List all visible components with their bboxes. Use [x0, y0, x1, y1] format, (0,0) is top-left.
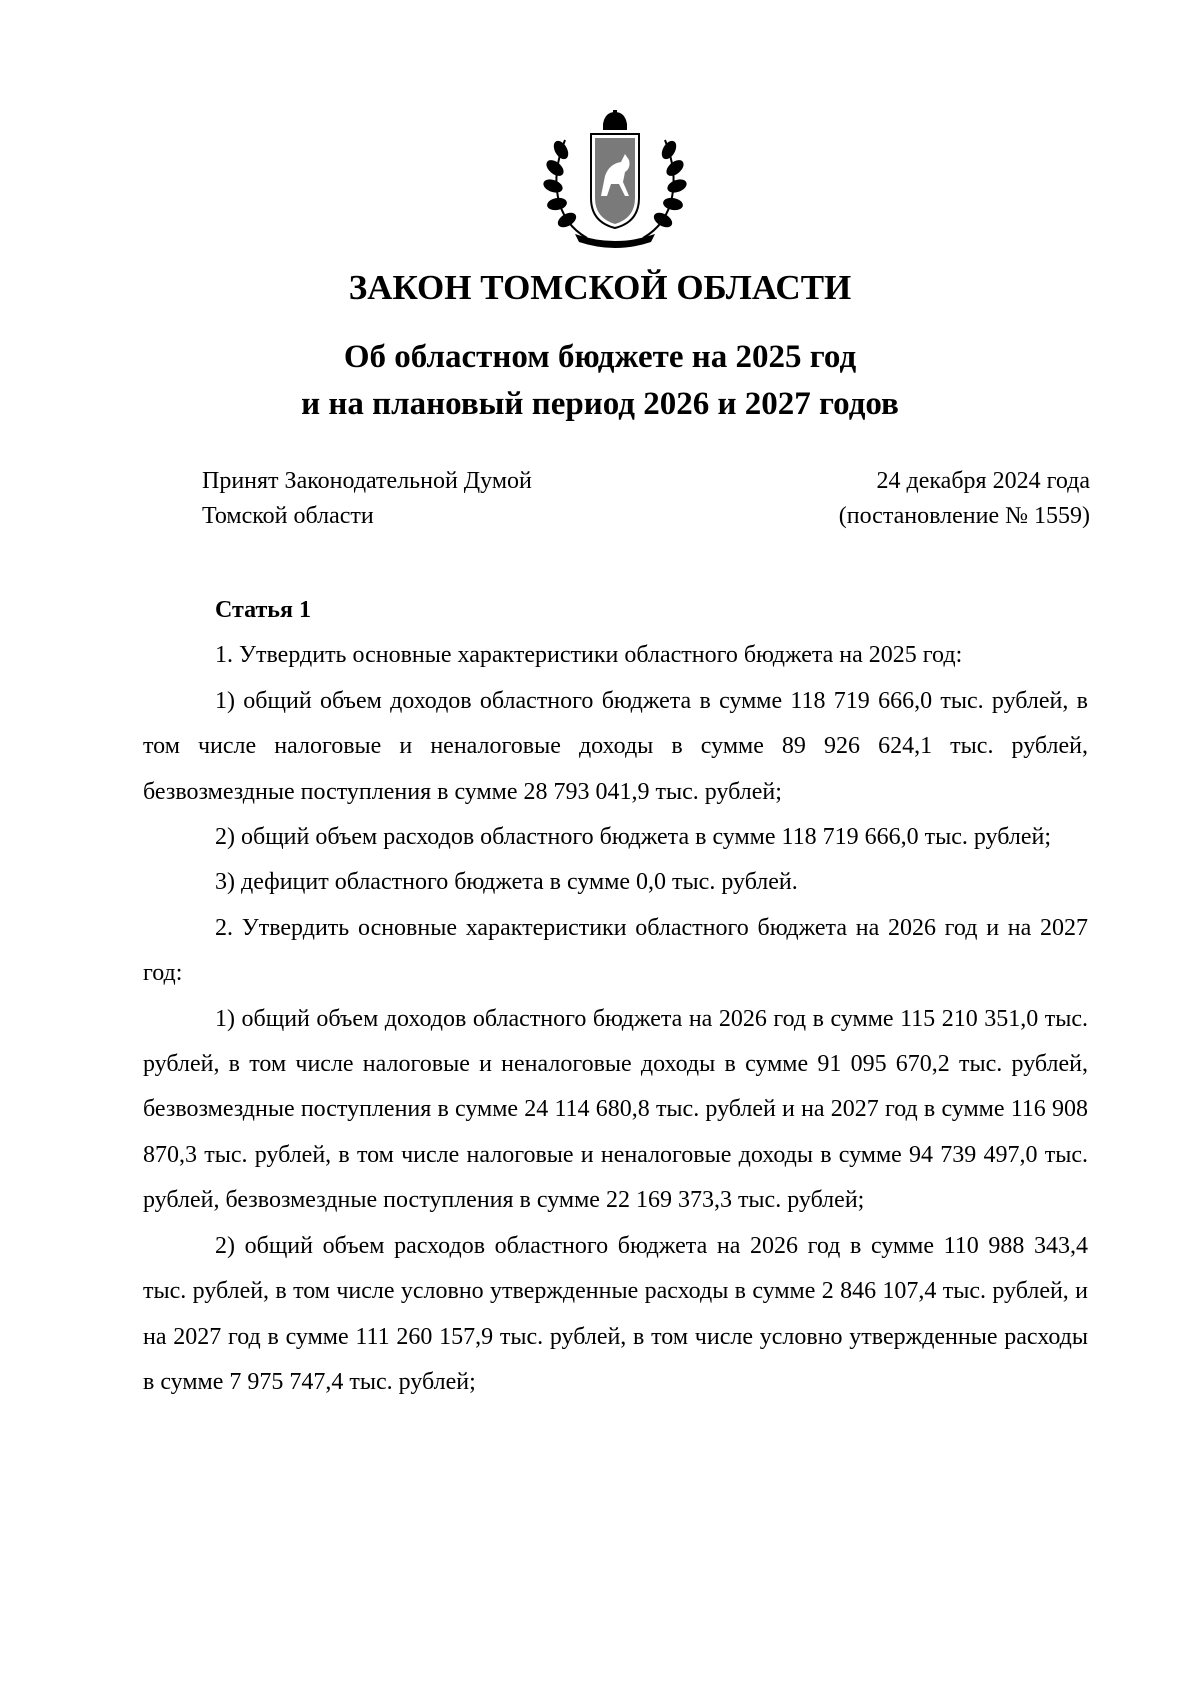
adopted-by	[202, 464, 532, 534]
paragraph: 2) общий объем расходов областного бюджета в сумме 118 719 666,0 тыс. рублей;	[215, 824, 1051, 851]
law-subtitle	[0, 334, 1200, 428]
paragraph: 2) общий объем расходов областного бюджета на 2026 год в сумме 110 988 343,4 тыс. рублей, в том числе условно утвержденные расходы в сумме 2 846 107,4 тыс. рублей, и на 2027 год в сумме 111 260 157,9 тыс. рублей, в том числе условно утвержденные расходы в сумме 7 975 747,4 тыс. рублей;	[143, 1232, 1088, 1395]
adoption-date	[839, 464, 1090, 534]
adoption-date-line: 24 декабря 2024 года	[876, 468, 1090, 494]
adopted-by-line-2: Томской области	[202, 503, 374, 529]
article-heading: Статья 1	[215, 597, 311, 623]
paragraph: 1) общий объем доходов областного бюджета на 2026 год в сумме 115 210 351,0 тыс. рублей, в том числе налоговые и неналоговые доходы в сумме 91 095 670,2 тыс. рублей, безвозмездные поступления в сумме 24 114 680,8 тыс. рублей и на 2027 год в сумме 116 908 870,3 тыс. рублей, в том числе налоговые и неналоговые доходы в сумме 94 739 497,0 тыс. рублей, безвозмездные поступления в сумме 22 169 373,3 тыс. рублей;	[143, 1005, 1088, 1214]
paragraph: 1) общий объем доходов областного бюджета в сумме 118 719 666,0 тыс. рублей, в том числе налоговые и неналоговые доходы в сумме 89 926 624,1 тыс. рублей, безвозмездные поступления в сумме 28 793 041,9 тыс. рублей;	[143, 687, 1088, 805]
paragraph: 1. Утвердить основные характеристики областного бюджета на 2025 год:	[215, 642, 963, 669]
coat-of-arms-icon	[535, 110, 695, 250]
adopted-by-line-1: Принят Законодательной Думой	[202, 468, 532, 494]
subtitle-line-1: Об областном бюджете на 2025 год	[343, 339, 857, 375]
resolution-number: (постановление № 1559)	[838, 503, 1090, 529]
article-body	[143, 588, 1088, 1405]
subtitle-line-2: и на плановый период 2026 и 2027 годов	[301, 386, 899, 422]
paragraph: 2. Утвердить основные характеристики областного бюджета на 2026 год и на 2027 год:	[143, 914, 1088, 987]
paragraph: 3) дефицит областного бюджета в сумме 0,0 тыс. рублей.	[215, 869, 798, 896]
law-title: ЗАКОН ТОМСКОЙ ОБЛАСТИ	[348, 268, 852, 307]
